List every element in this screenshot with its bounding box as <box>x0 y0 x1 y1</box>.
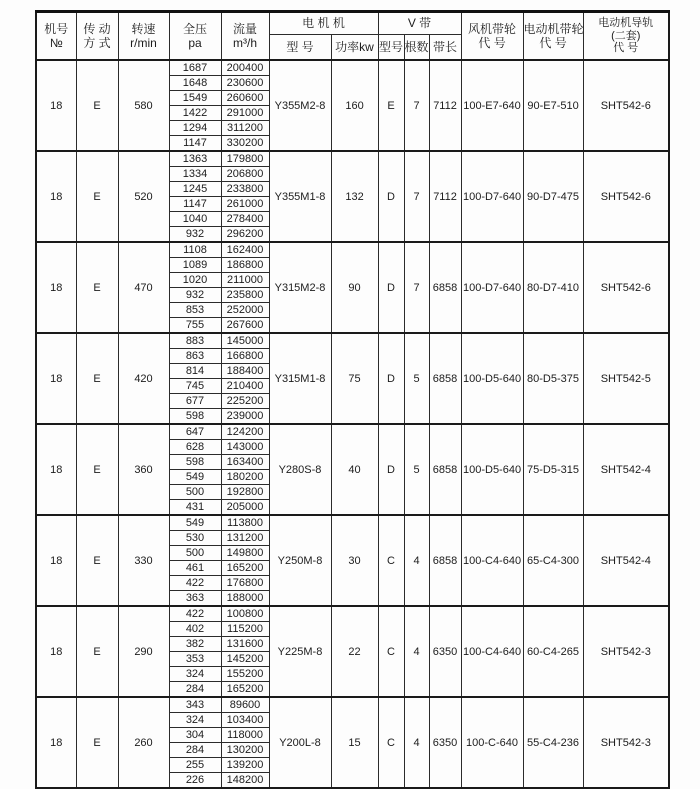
cell-motor-pulley-code: 75-D5-315 <box>523 424 583 515</box>
header-motor-pulley-line1: 电动机带轮 <box>523 22 584 36</box>
cell-fan-pulley-code: 100-D7-640 <box>461 151 523 242</box>
table-body <box>36 60 669 788</box>
table-row <box>36 424 669 440</box>
cell-flow: 131200 <box>221 531 269 546</box>
cell-flow: 130200 <box>221 743 269 758</box>
cell-flow: 252000 <box>221 303 269 318</box>
cell-motor-pulley-code: 90-E7-510 <box>523 60 583 151</box>
cell-pressure: 883 <box>169 333 221 349</box>
cell-belt-length: 6858 <box>429 242 461 333</box>
cell-flow: 162400 <box>221 242 269 258</box>
cell-fan-pulley-code: 100-D7-640 <box>461 242 523 333</box>
cell-motor-model: Y355M2-8 <box>269 60 331 151</box>
table-row <box>36 242 669 258</box>
cell-drive-mode: E <box>76 606 118 697</box>
cell-flow: 225200 <box>221 394 269 409</box>
cell-flow: 205000 <box>221 500 269 516</box>
cell-pressure: 431 <box>169 500 221 516</box>
cell-motor-power: 160 <box>331 60 378 151</box>
cell-belt-count: 4 <box>404 515 429 606</box>
cell-flow: 179800 <box>221 151 269 167</box>
cell-pressure: 677 <box>169 394 221 409</box>
cell-pressure: 1648 <box>169 76 221 91</box>
header-motor-rail <box>583 12 669 61</box>
cell-flow: 211000 <box>221 273 269 288</box>
cell-flow: 233800 <box>221 182 269 197</box>
cell-pressure: 814 <box>169 364 221 379</box>
header-machine-no-cn: 机号 <box>44 22 69 36</box>
header-pressure-unit: pa <box>188 36 202 50</box>
table-row <box>36 515 669 531</box>
cell-machine-no: 18 <box>36 151 76 242</box>
cell-fan-pulley-code: 100-E7-640 <box>461 60 523 151</box>
cell-pressure: 628 <box>169 440 221 455</box>
header-flow <box>221 12 269 61</box>
cell-speed: 330 <box>118 515 169 606</box>
cell-pressure: 1334 <box>169 167 221 182</box>
cell-machine-no: 18 <box>36 242 76 333</box>
cell-motor-rail-code: SHT542-3 <box>583 606 669 697</box>
cell-motor-power: 22 <box>331 606 378 697</box>
cell-belt-type: C <box>378 697 404 788</box>
cell-flow: 165200 <box>221 682 269 698</box>
header-motor-rail-line3: 代 号 <box>613 42 639 55</box>
cell-pressure: 1245 <box>169 182 221 197</box>
cell-speed: 580 <box>118 60 169 151</box>
header-speed-unit: r/min <box>130 36 157 50</box>
cell-pressure: 500 <box>169 546 221 561</box>
cell-flow: 100800 <box>221 606 269 622</box>
header-fan-pulley <box>461 12 523 61</box>
cell-belt-type: D <box>378 242 404 333</box>
cell-machine-no: 18 <box>36 515 76 606</box>
cell-flow: 143000 <box>221 440 269 455</box>
cell-motor-rail-code: SHT542-4 <box>583 424 669 515</box>
cell-pressure: 343 <box>169 697 221 713</box>
cell-pressure: 863 <box>169 349 221 364</box>
header-motor-pulley-line2: 代 号 <box>539 36 567 50</box>
cell-flow: 235800 <box>221 288 269 303</box>
cell-flow: 192800 <box>221 485 269 500</box>
cell-motor-model: Y315M1-8 <box>269 333 331 424</box>
cell-pressure: 1294 <box>169 121 221 136</box>
cell-pressure: 1687 <box>169 60 221 76</box>
cell-motor-model: Y280S-8 <box>269 424 331 515</box>
cell-pressure: 1363 <box>169 151 221 167</box>
cell-flow: 124200 <box>221 424 269 440</box>
cell-speed: 260 <box>118 697 169 788</box>
header-drive-line2: 方 式 <box>83 36 111 50</box>
cell-flow: 291000 <box>221 106 269 121</box>
cell-motor-power: 90 <box>331 242 378 333</box>
header-motor-power: 功率kw <box>331 35 378 61</box>
cell-flow: 131600 <box>221 637 269 652</box>
cell-pressure: 755 <box>169 318 221 334</box>
cell-pressure: 1020 <box>169 273 221 288</box>
table-row <box>36 606 669 622</box>
cell-belt-type: E <box>378 60 404 151</box>
header-motor-pulley <box>523 12 583 61</box>
cell-drive-mode: E <box>76 60 118 151</box>
cell-pressure: 1089 <box>169 258 221 273</box>
cell-belt-length: 6858 <box>429 333 461 424</box>
cell-flow: 155200 <box>221 667 269 682</box>
cell-belt-count: 7 <box>404 151 429 242</box>
cell-motor-model: Y200L-8 <box>269 697 331 788</box>
cell-belt-length: 6350 <box>429 606 461 697</box>
cell-flow: 115200 <box>221 622 269 637</box>
cell-drive-mode: E <box>76 333 118 424</box>
cell-motor-rail-code: SHT542-6 <box>583 60 669 151</box>
cell-belt-count: 7 <box>404 60 429 151</box>
header-vbelt-length: 带长 <box>429 35 461 61</box>
cell-pressure: 549 <box>169 470 221 485</box>
cell-flow: 103400 <box>221 713 269 728</box>
cell-pressure: 1549 <box>169 91 221 106</box>
cell-flow: 176800 <box>221 576 269 591</box>
cell-pressure: 549 <box>169 515 221 531</box>
cell-pressure: 1147 <box>169 197 221 212</box>
header-drive-line1: 传 动 <box>83 22 111 36</box>
cell-flow: 230600 <box>221 76 269 91</box>
header-motor-rail-line2: (二套) <box>611 29 641 42</box>
cell-pressure: 598 <box>169 409 221 425</box>
cell-flow: 148200 <box>221 773 269 789</box>
cell-pressure: 284 <box>169 743 221 758</box>
cell-motor-power: 132 <box>331 151 378 242</box>
cell-motor-model: Y225M-8 <box>269 606 331 697</box>
header-motor-rail-line1: 电动机导轨 <box>598 17 654 30</box>
cell-flow: 260600 <box>221 91 269 106</box>
cell-motor-rail-code: SHT542-6 <box>583 242 669 333</box>
cell-pressure: 363 <box>169 591 221 607</box>
cell-drive-mode: E <box>76 515 118 606</box>
header-fan-pulley-line1: 风机带轮 <box>468 22 517 36</box>
cell-belt-length: 7112 <box>429 151 461 242</box>
cell-motor-power: 15 <box>331 697 378 788</box>
cell-flow: 145000 <box>221 333 269 349</box>
cell-flow: 145200 <box>221 652 269 667</box>
cell-motor-pulley-code: 65-C4-300 <box>523 515 583 606</box>
cell-machine-no: 18 <box>36 333 76 424</box>
cell-pressure: 1422 <box>169 106 221 121</box>
header-flow-unit: m³/h <box>233 36 257 50</box>
cell-belt-count: 5 <box>404 424 429 515</box>
header-motor-group: 电 机 机 <box>269 12 378 35</box>
header-pressure-cn: 全压 <box>182 22 207 36</box>
cell-flow: 267600 <box>221 318 269 334</box>
cell-flow: 113800 <box>221 515 269 531</box>
table-row <box>36 697 669 713</box>
cell-pressure: 353 <box>169 652 221 667</box>
cell-speed: 520 <box>118 151 169 242</box>
cell-pressure: 1040 <box>169 212 221 227</box>
cell-pressure: 853 <box>169 303 221 318</box>
cell-belt-count: 7 <box>404 242 429 333</box>
cell-motor-pulley-code: 55-C4-236 <box>523 697 583 788</box>
cell-pressure: 382 <box>169 637 221 652</box>
cell-flow: 166800 <box>221 349 269 364</box>
cell-flow: 311200 <box>221 121 269 136</box>
header-flow-cn: 流量 <box>232 22 257 36</box>
cell-pressure: 255 <box>169 758 221 773</box>
cell-machine-no: 18 <box>36 697 76 788</box>
cell-belt-count: 4 <box>404 697 429 788</box>
cell-flow: 210400 <box>221 379 269 394</box>
cell-belt-length: 6350 <box>429 697 461 788</box>
cell-drive-mode: E <box>76 697 118 788</box>
cell-motor-pulley-code: 60-C4-265 <box>523 606 583 697</box>
header-fan-pulley-line2: 代 号 <box>478 36 506 50</box>
cell-pressure: 461 <box>169 561 221 576</box>
header-row-1 <box>36 12 669 35</box>
cell-machine-no: 18 <box>36 60 76 151</box>
cell-belt-type: D <box>378 151 404 242</box>
cell-drive-mode: E <box>76 424 118 515</box>
cell-pressure: 1108 <box>169 242 221 258</box>
cell-belt-count: 4 <box>404 606 429 697</box>
cell-flow: 330200 <box>221 136 269 152</box>
cell-pressure: 500 <box>169 485 221 500</box>
cell-flow: 188400 <box>221 364 269 379</box>
cell-belt-length: 7112 <box>429 60 461 151</box>
cell-machine-no: 18 <box>36 606 76 697</box>
cell-pressure: 598 <box>169 455 221 470</box>
cell-flow: 296200 <box>221 227 269 243</box>
header-vbelt-group: V 带 <box>378 12 461 35</box>
cell-fan-pulley-code: 100-C4-640 <box>461 606 523 697</box>
cell-belt-count: 5 <box>404 333 429 424</box>
cell-belt-type: C <box>378 606 404 697</box>
cell-motor-model: Y315M2-8 <box>269 242 331 333</box>
cell-pressure: 932 <box>169 227 221 243</box>
cell-fan-pulley-code: 100-D5-640 <box>461 424 523 515</box>
cell-pressure: 932 <box>169 288 221 303</box>
cell-motor-power: 30 <box>331 515 378 606</box>
cell-pressure: 530 <box>169 531 221 546</box>
cell-flow: 239000 <box>221 409 269 425</box>
cell-belt-length: 6858 <box>429 424 461 515</box>
header-vbelt-model: 型号 <box>378 35 404 61</box>
header-pressure <box>169 12 221 61</box>
cell-pressure: 226 <box>169 773 221 789</box>
cell-pressure: 324 <box>169 713 221 728</box>
cell-pressure: 647 <box>169 424 221 440</box>
cell-motor-power: 40 <box>331 424 378 515</box>
cell-speed: 470 <box>118 242 169 333</box>
cell-motor-rail-code: SHT542-5 <box>583 333 669 424</box>
cell-speed: 420 <box>118 333 169 424</box>
header-machine-no <box>36 12 76 61</box>
cell-motor-rail-code: SHT542-6 <box>583 151 669 242</box>
cell-flow: 200400 <box>221 60 269 76</box>
cell-motor-pulley-code: 80-D7-410 <box>523 242 583 333</box>
cell-flow: 278400 <box>221 212 269 227</box>
cell-motor-rail-code: SHT542-4 <box>583 515 669 606</box>
cell-pressure: 284 <box>169 682 221 698</box>
cell-flow: 186800 <box>221 258 269 273</box>
cell-belt-type: D <box>378 333 404 424</box>
fan-selection-table <box>35 10 670 789</box>
table-row <box>36 151 669 167</box>
header-speed <box>118 12 169 61</box>
cell-motor-power: 75 <box>331 333 378 424</box>
cell-pressure: 304 <box>169 728 221 743</box>
cell-flow: 165200 <box>221 561 269 576</box>
cell-motor-rail-code: SHT542-3 <box>583 697 669 788</box>
cell-speed: 360 <box>118 424 169 515</box>
cell-flow: 139200 <box>221 758 269 773</box>
cell-motor-model: Y355M1-8 <box>269 151 331 242</box>
cell-belt-type: D <box>378 424 404 515</box>
header-vbelt-count: 根数 <box>404 35 429 61</box>
cell-drive-mode: E <box>76 242 118 333</box>
cell-motor-model: Y250M-8 <box>269 515 331 606</box>
cell-flow: 163400 <box>221 455 269 470</box>
cell-speed: 290 <box>118 606 169 697</box>
header-motor-model: 型 号 <box>269 35 331 61</box>
cell-fan-pulley-code: 100-C4-640 <box>461 515 523 606</box>
cell-pressure: 422 <box>169 576 221 591</box>
cell-pressure: 324 <box>169 667 221 682</box>
cell-belt-type: C <box>378 515 404 606</box>
header-drive-mode <box>76 12 118 61</box>
cell-motor-pulley-code: 90-D7-475 <box>523 151 583 242</box>
cell-drive-mode: E <box>76 151 118 242</box>
cell-flow: 89600 <box>221 697 269 713</box>
cell-flow: 188000 <box>221 591 269 607</box>
table-row <box>36 333 669 349</box>
cell-flow: 261000 <box>221 197 269 212</box>
cell-motor-pulley-code: 80-D5-375 <box>523 333 583 424</box>
cell-pressure: 422 <box>169 606 221 622</box>
table-row <box>36 60 669 76</box>
cell-flow: 206800 <box>221 167 269 182</box>
cell-flow: 180200 <box>221 470 269 485</box>
table-header <box>36 12 669 61</box>
cell-fan-pulley-code: 100-D5-640 <box>461 333 523 424</box>
cell-pressure: 1147 <box>169 136 221 152</box>
header-machine-no-en: № <box>49 36 63 50</box>
cell-flow: 149800 <box>221 546 269 561</box>
cell-flow: 118000 <box>221 728 269 743</box>
cell-belt-length: 6858 <box>429 515 461 606</box>
cell-pressure: 402 <box>169 622 221 637</box>
cell-fan-pulley-code: 100-C-640 <box>461 697 523 788</box>
cell-pressure: 745 <box>169 379 221 394</box>
header-speed-cn: 转速 <box>131 22 156 36</box>
cell-machine-no: 18 <box>36 424 76 515</box>
